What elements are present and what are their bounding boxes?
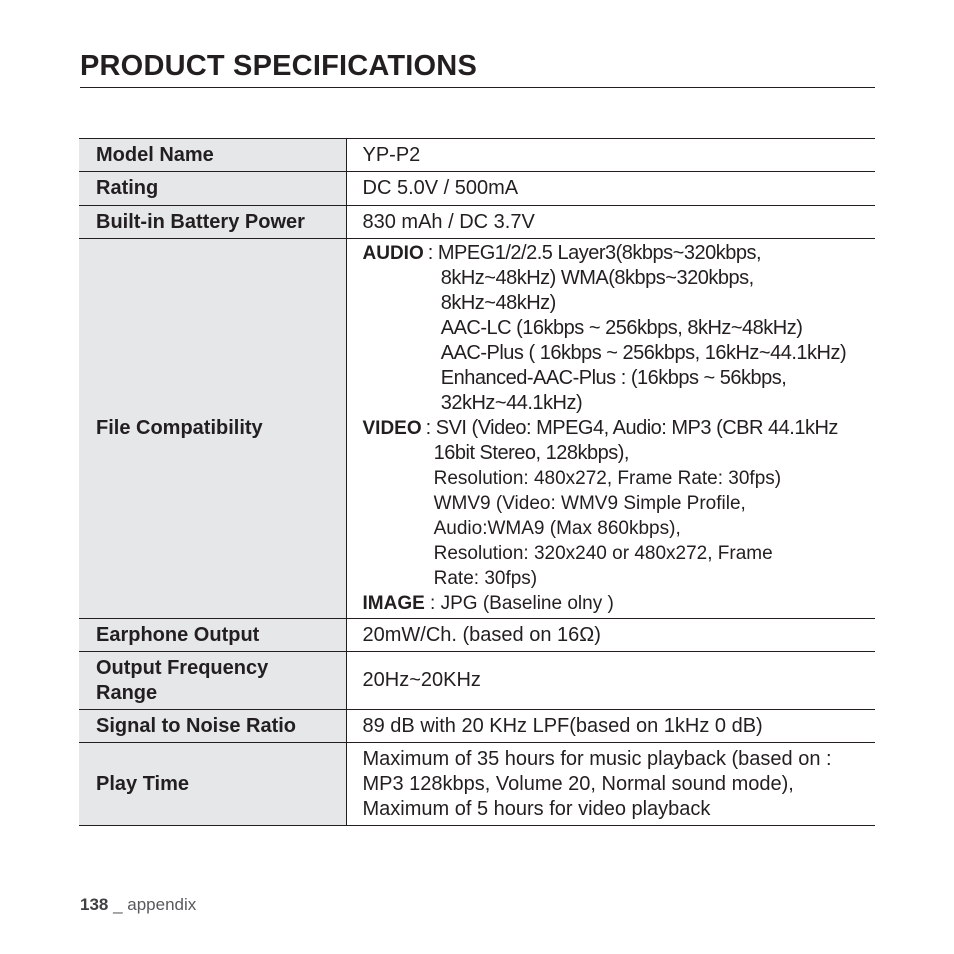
spec-label: File Compatibility	[79, 239, 346, 619]
spec-label: Signal to Noise Ratio	[79, 710, 346, 743]
video-line: Rate: 30fps)	[433, 568, 538, 589]
video-line: Resolution: 320x240 or 480x272, Frame	[433, 543, 773, 564]
table-row	[79, 206, 875, 239]
page-number: 138	[80, 895, 109, 914]
spec-value: DC 5.0V / 500mA	[346, 172, 875, 206]
video-line: Resolution: 480x272, Frame Rate: 30fps)	[433, 468, 782, 489]
table-row	[79, 619, 875, 652]
audio-line: 32kHz~44.1kHz)	[440, 392, 583, 414]
audio-formats	[424, 241, 846, 416]
spec-label: Rating	[79, 172, 346, 206]
audio-line: Enhanced-AAC-Plus : (16kbps ~ 56kbps,	[440, 367, 787, 389]
spec-label: Model Name	[79, 139, 346, 172]
spec-label: Play Time	[79, 743, 346, 826]
section-name: _ appendix	[108, 895, 197, 914]
spec-value: Maximum of 35 hours for music playback (based on : MP3 128kbps, Volume 20, Normal sound mode), Maximum of 5 hours for video playback	[346, 743, 875, 826]
image-formats: : JPG (Baseline olny )	[424, 593, 614, 614]
spec-value: YP-P2	[346, 139, 875, 172]
image-group	[363, 591, 868, 616]
image-heading: IMAGE	[362, 593, 425, 614]
table-row	[79, 239, 875, 619]
spec-label: Earphone Output	[79, 619, 346, 652]
spec-value: 20Hz~20KHz	[346, 652, 875, 710]
spec-value: 89 dB with 20 KHz LPF(based on 1kHz 0 dB)	[346, 710, 875, 743]
video-heading: VIDEO	[362, 418, 422, 439]
audio-heading: AUDIO	[362, 243, 424, 264]
spec-value: 830 mAh / DC 3.7V	[346, 206, 875, 239]
video-line: WMV9 (Video: WMV9 Simple Profile,	[433, 493, 746, 514]
audio-line: AAC-LC (16kbps ~ 256kbps, 8kHz~48kHz)	[440, 317, 803, 339]
video-line: 16bit Stereo, 128kbps),	[433, 442, 629, 464]
spec-table	[79, 138, 875, 826]
spec-label: Built-in Battery Power	[79, 206, 346, 239]
audio-line: : MPEG1/2/2.5 Layer3(8kbps~320kbps,	[427, 242, 761, 264]
table-row	[79, 139, 875, 172]
audio-group	[363, 241, 868, 416]
audio-line: 8kHz~48kHz)	[440, 292, 556, 314]
audio-line: AAC-Plus ( 16kbps ~ 256kbps, 16kHz~44.1kHz)	[440, 342, 847, 364]
table-row	[79, 652, 875, 710]
file-compat-value	[346, 239, 875, 619]
video-line: Audio:WMA9 (Max 860kbps),	[433, 518, 681, 539]
video-group	[363, 416, 868, 591]
table-row	[79, 172, 875, 206]
spec-label: Output Frequency Range	[79, 652, 346, 710]
video-line: : SVI (Video: MPEG4, Audio: MP3 (CBR 44.1kHz	[425, 417, 838, 439]
page-title: PRODUCT SPECIFICATIONS	[80, 48, 875, 88]
table-row	[79, 743, 875, 826]
audio-line: 8kHz~48kHz) WMA(8kbps~320kbps,	[440, 267, 754, 289]
page-footer	[80, 895, 196, 915]
table-row	[79, 710, 875, 743]
spec-value: 20mW/Ch. (based on 16Ω)	[346, 619, 875, 652]
video-formats	[422, 416, 838, 591]
